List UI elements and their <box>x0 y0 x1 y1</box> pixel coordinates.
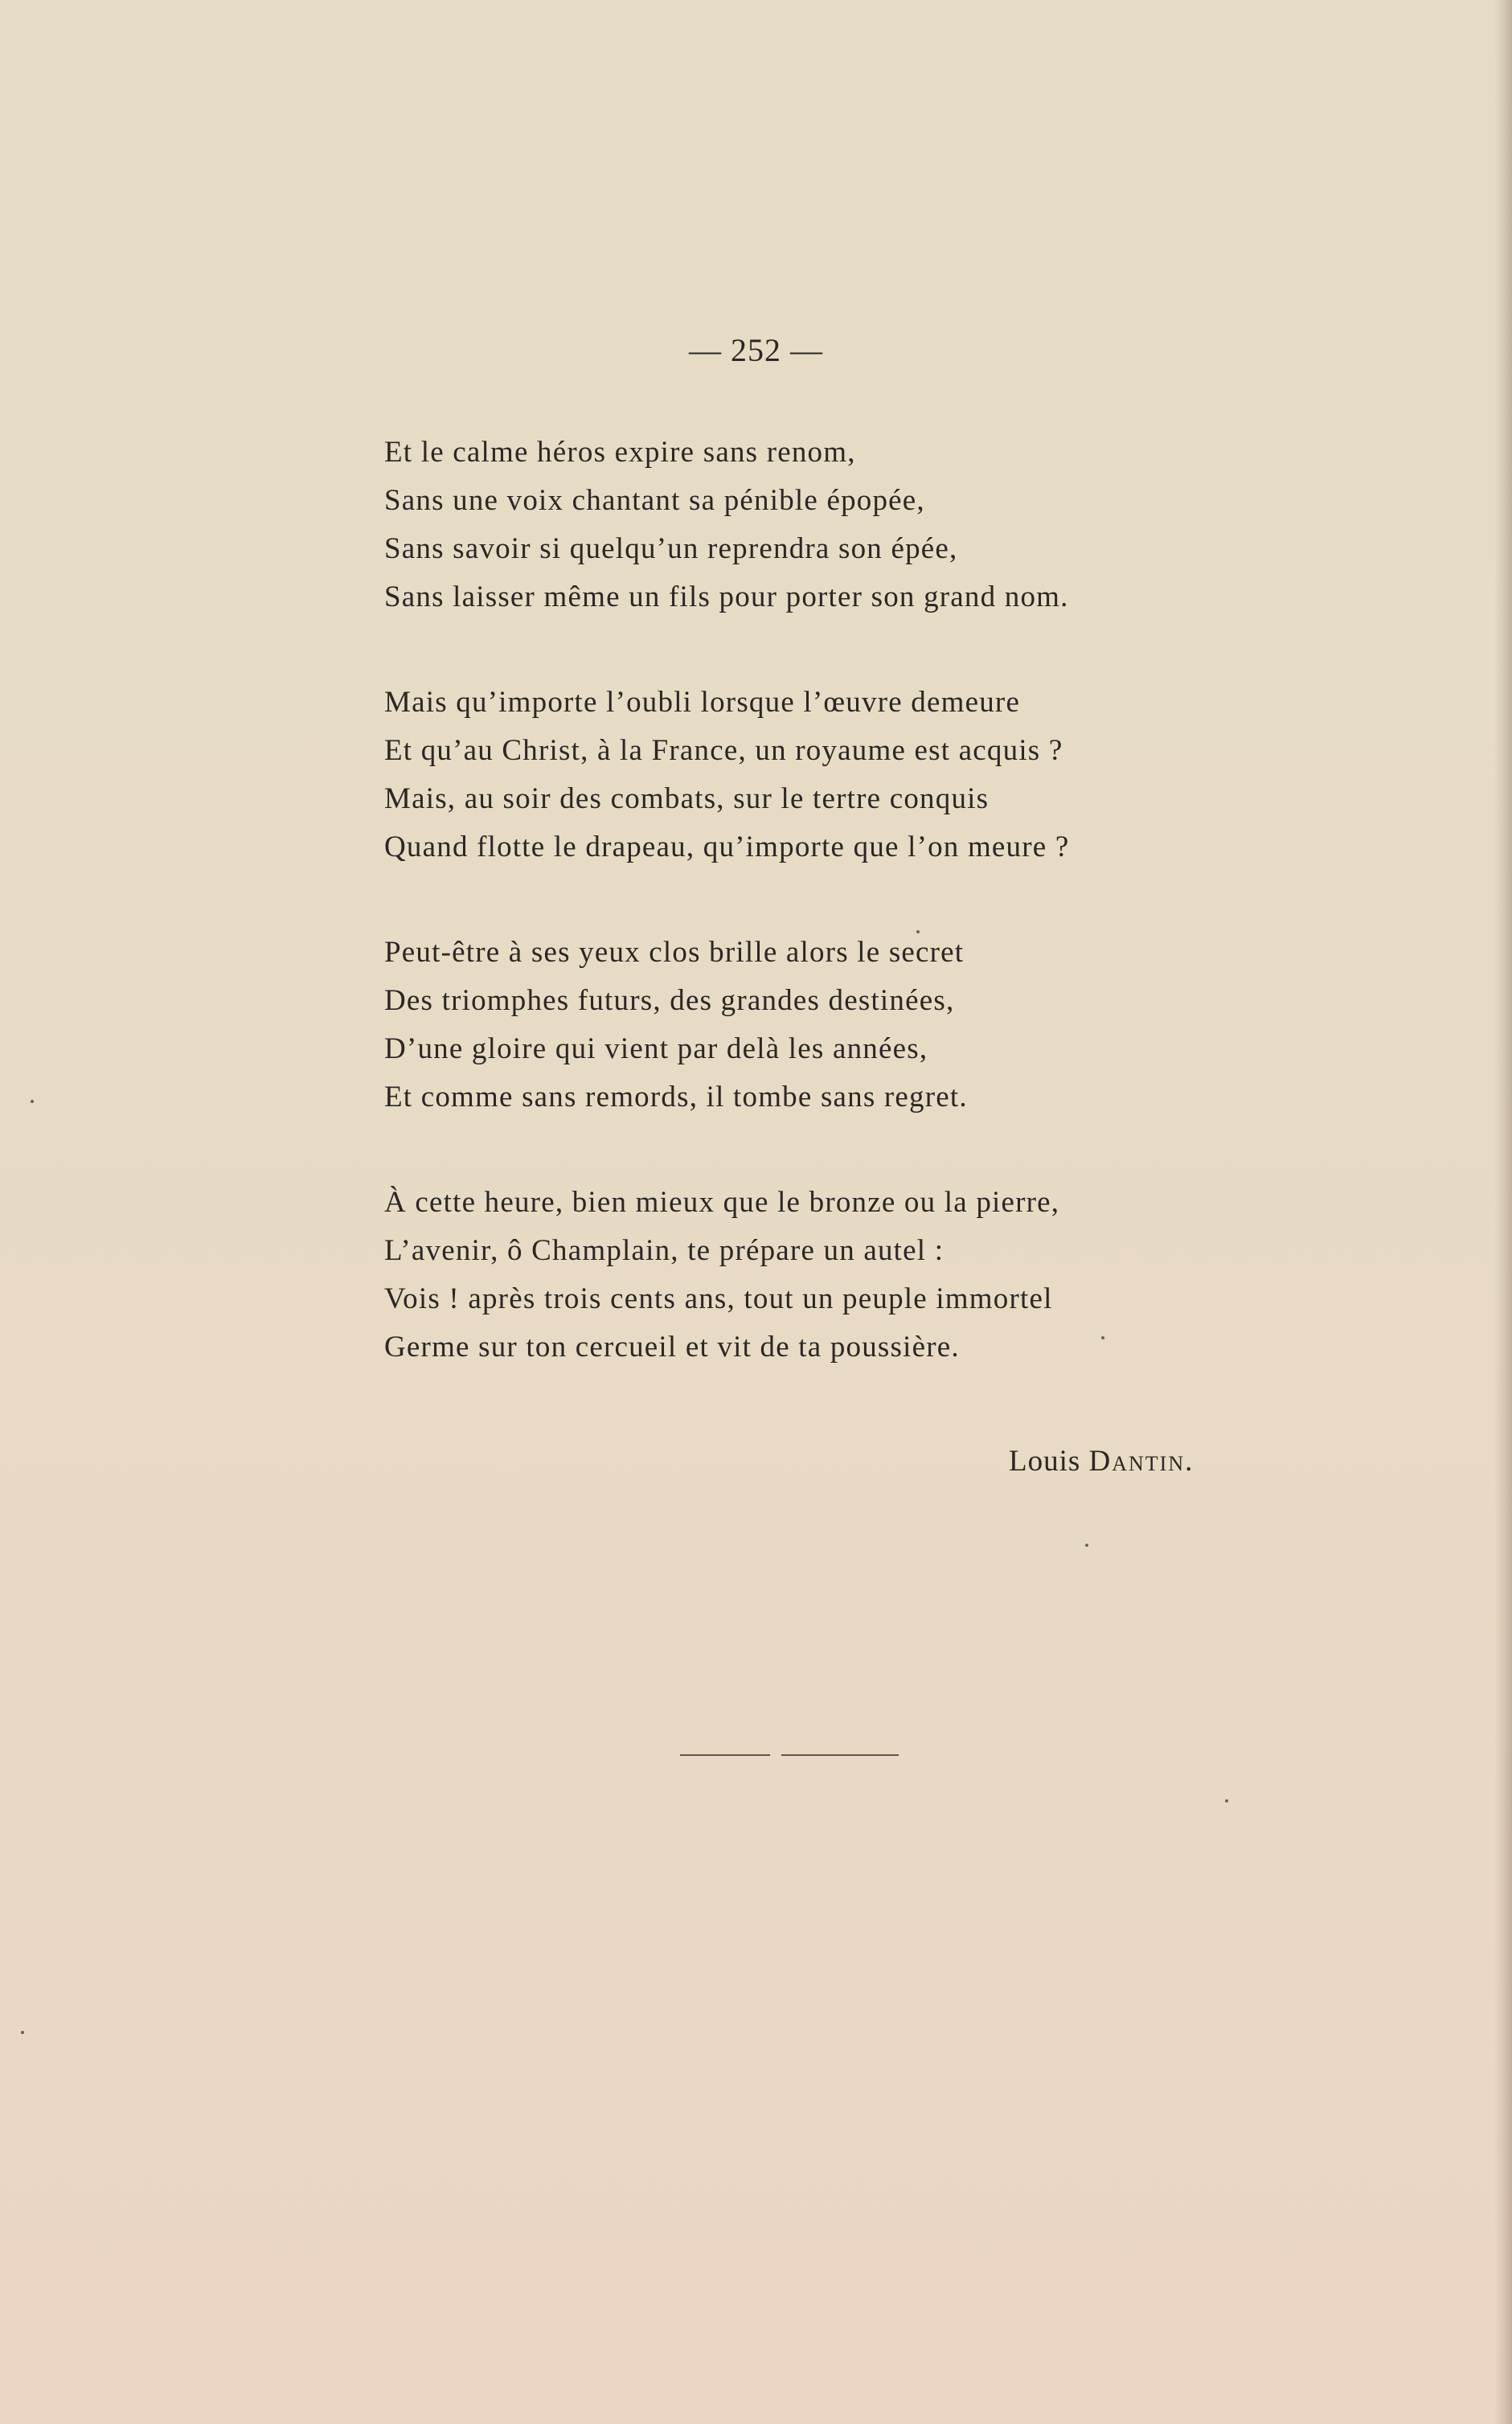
poem-line: L’avenir, ô Champlain, te prépare un autel : <box>384 1234 944 1267</box>
author-first-name: Louis <box>1009 1445 1081 1478</box>
poem-line: Des triomphes futurs, des grandes destinées, <box>384 984 955 1017</box>
paper-speck <box>21 2031 24 2034</box>
poem <box>384 429 1285 1429</box>
poem-line: Sans une voix chantant sa pénible épopée, <box>384 484 925 517</box>
paper-speck <box>31 1100 34 1103</box>
poem-line: Sans laisser même un fils pour porter son grand nom. <box>384 580 1069 613</box>
poem-line: Sans savoir si quelqu’un reprendra son épée, <box>384 532 958 565</box>
paper-speck <box>1085 1544 1088 1547</box>
end-rule-left <box>680 1754 770 1756</box>
author-last-name: Dantin. <box>1088 1445 1194 1478</box>
end-rule-right <box>781 1754 899 1756</box>
poem-line: Mais qu’importe l’oubli lorsque l’œuvre demeure <box>384 686 1021 719</box>
poem-line: Mais, au soir des combats, sur le tertre conquis <box>384 782 990 815</box>
poem-line: Et qu’au Christ, à la France, un royaume est acquis ? <box>384 734 1063 767</box>
poem-line: Vois ! après trois cents ans, tout un peuple immortel <box>384 1282 1053 1315</box>
stanza-1 <box>384 429 1285 621</box>
paper-speck <box>1101 1336 1104 1339</box>
stanza-4 <box>384 1179 1285 1372</box>
page-number: — 252 — <box>689 332 823 368</box>
poem-line: Et comme sans remords, il tombe sans regret. <box>384 1081 968 1114</box>
poem-line: D’une gloire qui vient par delà les années, <box>384 1032 928 1065</box>
stanza-2 <box>384 679 1285 872</box>
paper-speck <box>1225 1799 1228 1803</box>
poem-line: À cette heure, bien mieux que le bronze ou la pierre, <box>384 1186 1060 1219</box>
poem-line: Germe sur ton cercueil et vit de ta poussière. <box>384 1331 960 1364</box>
poem-line: Peut-être à ses yeux clos brille alors le secret <box>384 936 965 969</box>
poem-line: Et le calme héros expire sans renom, <box>384 436 856 469</box>
paper-speck <box>916 930 920 933</box>
author-signature <box>1009 1444 1194 1479</box>
stanza-3 <box>384 929 1285 1122</box>
poem-line: Quand flotte le drapeau, qu’importe que l’on meure ? <box>384 831 1070 863</box>
